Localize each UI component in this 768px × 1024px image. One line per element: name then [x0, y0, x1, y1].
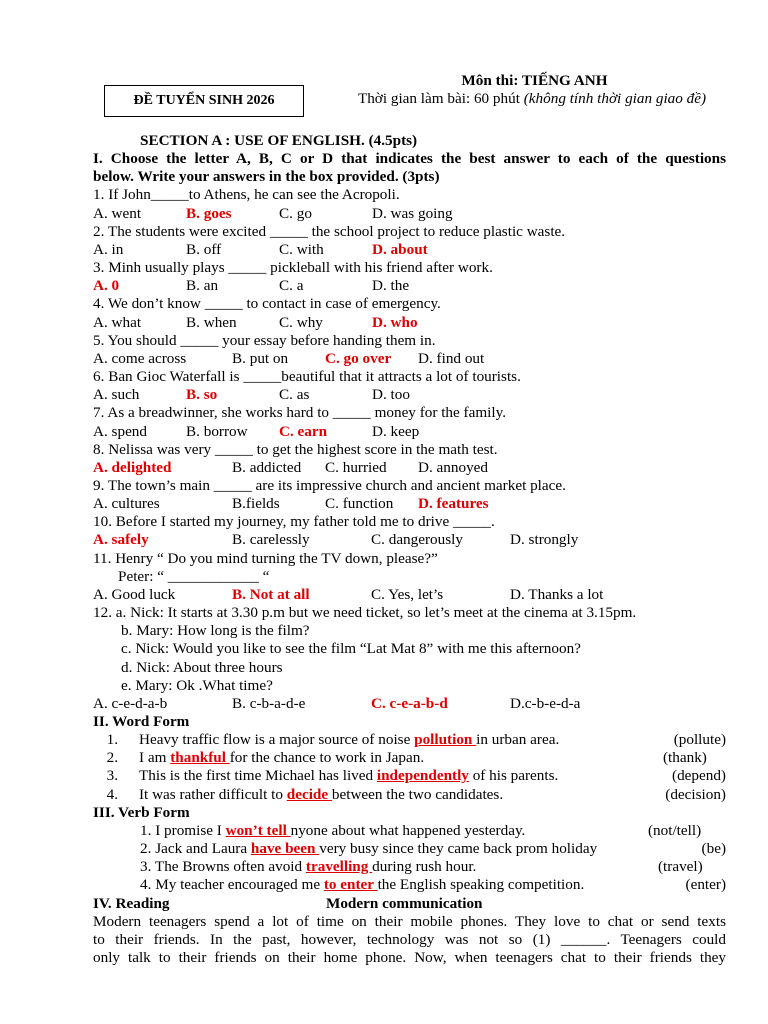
- duration-line: Thời gian làm bài: 60 phút (không tính thời gian giao đề): [357, 90, 707, 107]
- option-c: C. with: [279, 240, 324, 258]
- option-b: B. c-b-a-d-e: [232, 694, 306, 712]
- answer-text: to enter: [323, 876, 378, 894]
- option-d-answer: D. about: [372, 240, 428, 258]
- option-c: C. go: [279, 204, 312, 222]
- option-b: B.fields: [232, 495, 280, 513]
- verb-form-item: 4. My teacher encouraged me to enter the English speaking competition. (enter): [140, 876, 726, 894]
- question-stem: 11. Henry “ Do you mind turning the TV down, please?”: [93, 549, 438, 567]
- question-stem: 4. We don’t know _____ to contact in case of emergency.: [93, 295, 441, 313]
- question-stem-reply: Peter: “ ____________ “: [118, 567, 270, 585]
- option-d: D. the: [372, 277, 410, 295]
- dialogue-line: d. Nick: About three hours: [121, 658, 283, 676]
- option-a-answer: A. delighted: [93, 458, 172, 476]
- question-stem: 7. As a breadwinner, she works hard to _____ money for the family.: [93, 404, 507, 422]
- dialogue-line: b. Mary: How long is the film?: [121, 622, 310, 640]
- question-stem: 6. Ban Gioc Waterfall is _____beautiful that it attracts a lot of tourists.: [93, 368, 521, 386]
- option-d: D. Thanks a lot: [510, 585, 604, 603]
- option-d: D.c-b-e-d-a: [510, 694, 581, 712]
- reading-title: Modern communication: [326, 894, 483, 912]
- verb-form-item: 3. The Browns often avoid travelling during rush hour. (travel): [93, 858, 726, 876]
- question-stem: 8. Nelissa was very _____ to get the highest score in the math test.: [93, 440, 498, 458]
- option-a: A. c-e-d-a-b: [93, 694, 168, 712]
- answer-text: pollution: [414, 731, 477, 749]
- options-row: [93, 531, 726, 549]
- exam-header: [322, 72, 742, 108]
- options-row: [93, 695, 726, 713]
- option-c-answer: C. c-e-a-b-d: [371, 694, 448, 712]
- word-form-item: 4. It was rather difficult to decide between the two candidates. (decision): [106, 785, 726, 803]
- dialogue-line: c. Nick: Would you like to see the film “Lat Mat 8” with me this afternoon?: [121, 640, 581, 658]
- question-stem: 5. You should _____ your essay before handing them in.: [93, 331, 436, 349]
- answer-text: independently: [376, 767, 469, 785]
- options-row: [93, 205, 726, 223]
- option-c: C. function: [325, 495, 394, 513]
- word-hint: (depend): [672, 767, 726, 785]
- exam-content: [93, 132, 726, 967]
- answer-text: have been: [250, 840, 320, 858]
- question-stem: 2. The students were excited _____ the school project to reduce plastic waste.: [93, 222, 566, 240]
- word-form-heading: II. Word Form: [93, 713, 190, 730]
- option-b: B. carelessly: [232, 531, 310, 549]
- subject-line: Môn thi: TIẾNG ANH: [461, 72, 608, 89]
- verb-form-heading: III. Verb Form: [93, 803, 190, 821]
- question-stem: 10. Before I started my journey, my father told me to drive _____.: [93, 513, 495, 531]
- answer-text: won’t tell: [225, 821, 291, 839]
- dialogue-line: e. Mary: Ok .What time?: [121, 676, 273, 694]
- option-b-answer: B. so: [186, 386, 218, 404]
- option-b: B. put on: [232, 349, 289, 367]
- options-row: [93, 423, 726, 441]
- word-form-item: 2. I am thankful for the chance to work in Japan. (thank): [93, 749, 726, 767]
- option-a: A. what: [93, 313, 142, 331]
- word-hint: (decision): [665, 785, 726, 803]
- word-hint: (thank): [663, 749, 707, 767]
- option-b: B. borrow: [186, 422, 248, 440]
- options-row: [93, 495, 726, 513]
- option-a-answer: A. 0: [93, 277, 120, 295]
- option-c: C. as: [279, 386, 310, 404]
- options-row: [93, 277, 726, 295]
- question-stem: 3. Minh usually plays _____ pickleball with his friend after work.: [93, 259, 493, 277]
- option-b-answer: B. goes: [186, 204, 232, 222]
- options-row: [93, 586, 726, 604]
- option-c-answer: C. earn: [279, 422, 328, 440]
- reading-paragraph-line: only talk to their friends on their home phone. Now, when teenagers chat to their friends they: [93, 949, 726, 967]
- options-row: [93, 459, 726, 477]
- option-a: A. such: [93, 386, 140, 404]
- option-c: C. a: [279, 277, 304, 295]
- option-a: A. went: [93, 204, 142, 222]
- exam-title-box: ĐỀ TUYỂN SINH 2026: [104, 85, 304, 117]
- question-stem: 9. The town’s main _____ are its impressive church and ancient market place.: [93, 476, 566, 494]
- answer-text: travelling: [305, 858, 373, 876]
- duration-note: (không tính thời gian giao đề): [523, 90, 707, 107]
- option-d-answer: D. features: [418, 495, 489, 513]
- verb-hint: (travel): [658, 858, 703, 876]
- part1-heading-line2: below. Write your answers in the box provided. (3pts): [93, 168, 440, 186]
- option-a: A. in: [93, 240, 124, 258]
- reading-paragraph-line: to their friends. In the past, however, technology was not so (1) ______. Teenagers could: [93, 930, 726, 948]
- question-stem: 1. If John_____to Athens, he can see the Acropoli.: [93, 186, 400, 204]
- option-d: D. strongly: [510, 531, 579, 549]
- option-a: A. come across: [93, 349, 187, 367]
- option-a-answer: A. safely: [93, 531, 149, 549]
- reading-heading-row: [93, 895, 726, 913]
- options-row: [93, 386, 726, 404]
- option-d: D. was going: [372, 204, 453, 222]
- option-d: D. annoyed: [418, 458, 489, 476]
- option-b-answer: B. Not at all: [232, 585, 310, 603]
- option-a: A. Good luck: [93, 585, 176, 603]
- answer-text: decide: [286, 785, 332, 803]
- option-c: C. Yes, let’s: [371, 585, 444, 603]
- option-b: B. an: [186, 277, 219, 295]
- verb-hint: (not/tell): [648, 821, 702, 839]
- verb-form-item: 1. I promise I won’t tell nyone about what happened yesterday. (not/tell): [93, 822, 726, 840]
- option-c-answer: C. go over: [325, 349, 392, 367]
- options-row: [93, 314, 726, 332]
- verb-form-item: 2. Jack and Laura have been very busy since they came back prom holiday (be): [140, 840, 726, 858]
- part1-heading-line1: I. Choose the letter A, B, C or D that indicates the best answer to each of the questions: [93, 150, 726, 168]
- word-form-item: 1. Heavy traffic flow is a major source of noise pollution in urban area. (pollute): [106, 731, 726, 749]
- answer-text: thankful: [170, 749, 230, 767]
- verb-hint: (be): [701, 840, 726, 858]
- options-row: [93, 241, 726, 259]
- option-d-answer: D. who: [372, 313, 418, 331]
- option-d: D. find out: [418, 349, 485, 367]
- word-form-item: 3. This is the first time Michael has lived independently of his parents. (depend): [106, 767, 726, 785]
- option-c: C. why: [279, 313, 323, 331]
- option-c: C. dangerously: [371, 531, 463, 549]
- question-stem: 12. a. Nick: It starts at 3.30 p.m but we need ticket, so let’s meet at the cinema at 3.15pm.: [93, 604, 637, 622]
- verb-hint: (enter): [685, 876, 726, 894]
- option-b: B. when: [186, 313, 237, 331]
- option-a: A. spend: [93, 422, 147, 440]
- option-d: D. keep: [372, 422, 420, 440]
- word-hint: (pollute): [673, 731, 726, 749]
- option-b: B. off: [186, 240, 222, 258]
- option-b: B. addicted: [232, 458, 302, 476]
- reading-heading: IV. Reading: [93, 894, 170, 912]
- option-a: A. cultures: [93, 495, 160, 513]
- option-c: C. hurried: [325, 458, 387, 476]
- reading-paragraph-line: Modern teenagers spend a lot of time on their mobile phones. They love to chat or send texts: [93, 912, 726, 930]
- section-a-title: SECTION A : USE OF ENGLISH. (4.5pts): [140, 132, 418, 149]
- options-row: [93, 350, 726, 368]
- option-d: D. too: [372, 386, 410, 404]
